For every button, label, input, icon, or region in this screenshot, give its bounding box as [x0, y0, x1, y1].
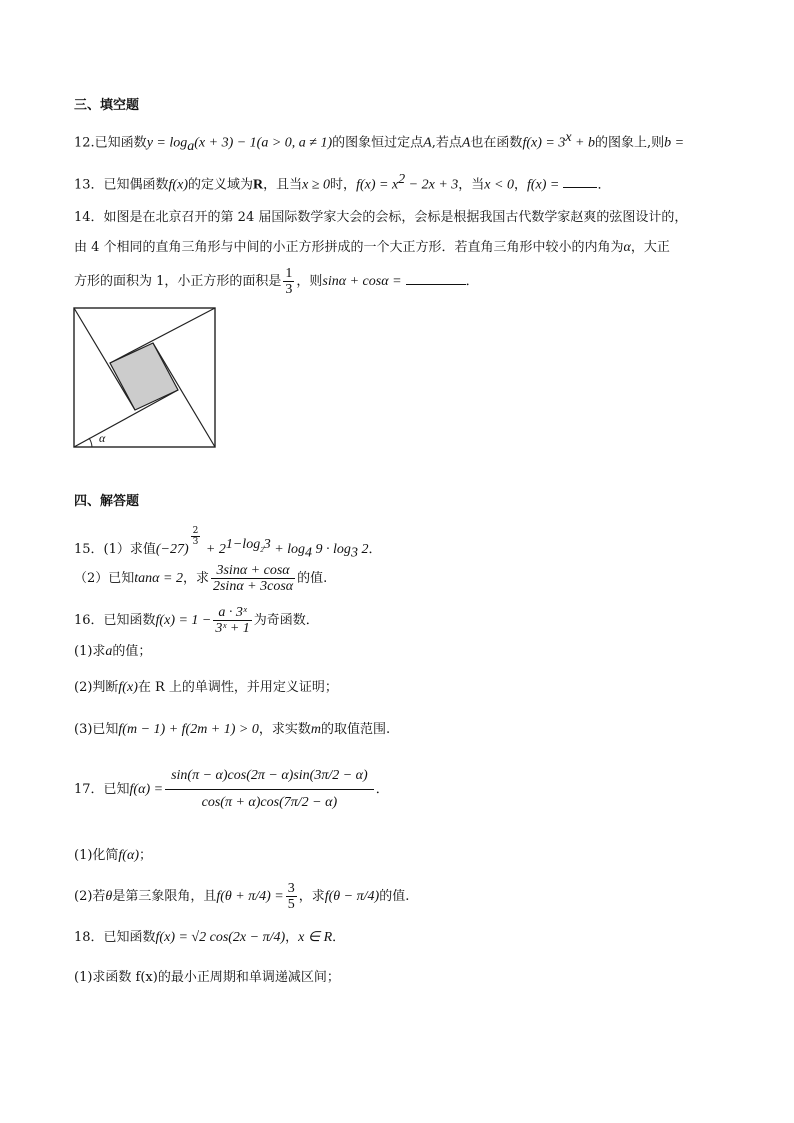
q14-expr: sinα + cosα = — [322, 274, 402, 289]
question-17-part-1 — [74, 846, 734, 866]
q17-s2-fraction — [286, 881, 297, 912]
q16-s3-b: ，求实数 — [258, 722, 311, 737]
q13-answer-blank[interactable] — [563, 175, 597, 188]
q12-log-base: a — [187, 138, 195, 154]
q13-fx: f(x) — [168, 177, 188, 193]
q14-text-3b: ，则 — [296, 274, 323, 289]
question-17-part-2 — [74, 880, 734, 914]
section-4-heading: 四、解答题 — [74, 494, 140, 509]
q13-cond: x ≥ 0 — [302, 177, 331, 193]
q16-s3-a: (3)已知 — [74, 722, 119, 737]
q15-p1-sub3: 3 — [350, 545, 358, 561]
q18-prefix: 18．已知函数 — [74, 930, 156, 945]
q17-s2-expr2: f(θ − π/4) — [324, 889, 380, 904]
q14-answer-blank[interactable] — [406, 272, 466, 285]
q15-p1-two: 2 — [357, 542, 369, 557]
q17-s1-b: ； — [138, 848, 152, 863]
q17-prefix: 17．已知 — [74, 782, 130, 797]
question-16-part-2 — [74, 678, 734, 698]
q15-p1-end: ． — [368, 542, 382, 557]
q13-cond-2: x < 0 — [484, 177, 514, 193]
q16-s1: (1)求 — [74, 644, 106, 659]
question-18-part-1: (1)求函数 f(x)的最小正周期和单调递减区间； — [74, 970, 340, 985]
q15-p1-rest: + log — [270, 542, 306, 557]
section-3-heading: 三、填空题 — [74, 98, 140, 113]
q12-point-a-2: A — [461, 135, 471, 151]
q18-end: ． — [332, 930, 346, 945]
q15-p2-end: 的值. — [297, 571, 328, 586]
question-14-line-3 — [74, 266, 734, 297]
question-15-part-2 — [74, 562, 734, 596]
q17-end: ． — [375, 782, 389, 797]
q13-expr-exp: 2 — [398, 172, 406, 187]
q16-s2-b: 在 R 上的单调性，并用定义证明； — [137, 680, 338, 695]
q14-end: ． — [465, 274, 479, 289]
q12-text-3: 也在函数 — [470, 135, 523, 151]
q12-text-2: ,若点 — [431, 135, 462, 151]
q16-suffix: 为奇函数． — [253, 613, 319, 628]
q13-ask: f(x) = — [526, 177, 560, 193]
q15-p2-fraction — [211, 563, 295, 594]
q15-p1-exp2-tail: 3 — [263, 536, 271, 552]
q18-expr: f(x) = √2 cos(2x − π/4) — [155, 930, 286, 945]
question-16-part-3 — [74, 720, 734, 740]
q16-s1-a: a — [105, 644, 113, 659]
q13-end: ． — [597, 177, 611, 193]
q16-s3-m: m — [310, 722, 321, 737]
q13-text-4: ，当 — [458, 177, 485, 193]
q15-p2-mid: ，求 — [182, 571, 209, 586]
q12-g-exp: x — [565, 130, 572, 145]
q15-p2-den: 2sinα + 3cosα — [212, 579, 294, 594]
question-14-line-2 — [74, 238, 734, 258]
q17-s2-den: 5 — [287, 897, 295, 912]
question-15-part-1 — [74, 526, 734, 564]
q15-p1-exp-den: 3 — [192, 537, 199, 547]
q17-fraction — [165, 763, 374, 816]
q12-g-right: + b — [571, 135, 595, 151]
q15-p1-plus: + 2 — [202, 542, 226, 557]
question-16-part-1 — [74, 642, 734, 662]
q15-p1-exp2-a: 1−log — [225, 536, 261, 552]
q14-alpha: α — [623, 240, 631, 255]
angle-alpha-label: α — [99, 431, 106, 445]
q17-lhs: f(α) = — [129, 782, 164, 797]
q13-text-2: ，且当 — [263, 177, 303, 193]
q13-text-3: 时， — [330, 177, 357, 193]
q12-text-4: 的图象上,则 — [594, 135, 665, 151]
q14-frac-den: 3 — [285, 282, 293, 297]
q17-s2-c: ，求 — [298, 889, 325, 904]
q16-den: 3ˣ + 1 — [215, 621, 250, 636]
q17-s2-theta: θ — [105, 889, 113, 904]
q13-text-1: 的定义域为 — [187, 177, 253, 193]
q12-answer-b: b = — [664, 135, 685, 151]
q17-s2-a: (2)若 — [74, 889, 106, 904]
zhao-shuang-figure — [72, 306, 220, 450]
q13-prefix: 13．已知偶函数 — [74, 177, 169, 193]
q17-s2-num: 3 — [287, 881, 295, 896]
q17-num: sin(π − α)cos(2π − α)sin(3π/2 − α) — [165, 763, 374, 790]
q14-text-3a: 方形的面积为 1，小正方形的面积是 — [74, 274, 282, 289]
question-16 — [74, 604, 734, 638]
q12-log-func: y = log — [146, 135, 188, 151]
question-12 — [74, 128, 734, 157]
q17-s2-d: 的值. — [379, 889, 410, 904]
question-14-line-1: 14．如图是在北京召开的第 24 届国际数学家大会的会标，会标是根据我国古代数学家赵爽的弦图设计的， — [74, 210, 688, 225]
q12-point-a: A — [423, 135, 432, 151]
question-13 — [74, 170, 734, 195]
q15-p1-prefix: 15．(1）求值 — [74, 542, 156, 557]
q15-p1-exp-num: 2 — [192, 526, 199, 536]
q13-expr-right: − 2x + 3 — [405, 177, 459, 193]
q16-s1-b: 的值； — [112, 644, 152, 659]
q15-p2-num: 3sinα + cosα — [211, 563, 295, 579]
q16-s3-expr: f(m − 1) + f(2m + 1) > 0 — [118, 722, 259, 737]
q17-s1-expr: f(α) — [118, 848, 139, 863]
q15-p2-prefix: （2）已知 — [74, 571, 135, 586]
q15-p1-exp2-sub: 2 — [260, 545, 264, 554]
q17-s2-b: 是第三象限角，且 — [112, 889, 217, 904]
q16-s2-a: (2)判断 — [74, 680, 119, 695]
q13-text-5: ， — [513, 177, 527, 193]
q14-frac-num: 1 — [285, 266, 293, 281]
q16-fraction — [213, 605, 251, 636]
q14-text-2a: 由 4 个相同的直角三角形与中间的小正方形拼成的一个大正方形．若直角三角形中较小的内角为 — [74, 240, 624, 255]
q14-fraction — [283, 266, 294, 297]
q15-p2-cond: tanα = 2 — [134, 571, 183, 586]
q17-s1-a: (1)化简 — [74, 848, 119, 863]
q15-p1-nine: 9 · log — [312, 542, 351, 557]
q15-p1-exp-frac — [191, 526, 201, 547]
q16-s2-fx: f(x) — [118, 680, 138, 695]
q15-p1-sub4: 4 — [305, 545, 313, 561]
q16-s3-c: 的取值范围. — [321, 722, 391, 737]
q16-prefix: 16．已知函数 — [74, 613, 156, 628]
q14-text-2b: ，大正 — [630, 240, 670, 255]
question-18 — [74, 928, 734, 948]
q16-num: a · 3ˣ — [213, 605, 251, 621]
q18-mid: ， — [285, 930, 299, 945]
q15-p1-base: (−27) — [155, 542, 189, 557]
q18-cond: x ∈ R — [298, 930, 333, 945]
question-17 — [74, 760, 734, 820]
q12-log-args: (x + 3) − 1(a > 0, a ≠ 1) — [194, 135, 333, 151]
q13-expr-left: f(x) = x — [356, 177, 399, 193]
q17-den: cos(π + α)cos(7π/2 − α) — [201, 795, 338, 810]
q16-lhs: f(x) = 1 − — [155, 613, 212, 628]
q13-domain-r: R — [253, 177, 264, 193]
q12-g-left: f(x) = 3 — [522, 135, 566, 151]
q15-p1-exp2 — [226, 537, 271, 552]
q17-s2-expr1: f(θ + π/4) = — [216, 889, 284, 904]
q12-text-1: 的图象恒过定点 — [332, 135, 424, 151]
q12-prefix: 12.已知函数 — [74, 135, 147, 151]
